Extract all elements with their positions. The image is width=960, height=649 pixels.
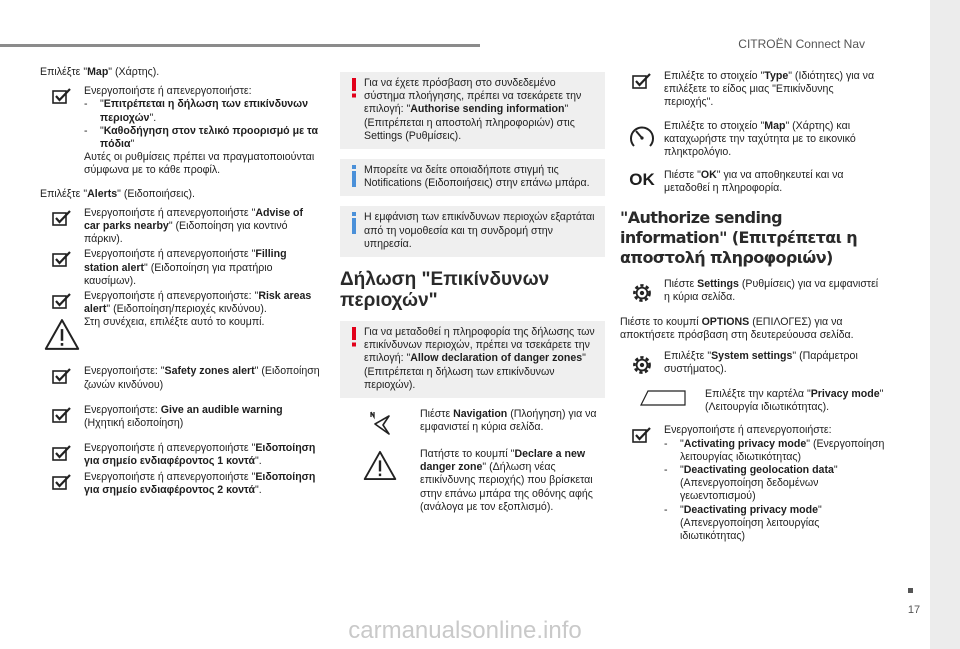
column-2 <box>340 72 605 519</box>
list-item: - "Activating privacy mode" (Ενεργοποίηση λειτουργίας ιδιωτικότητας) <box>664 437 885 463</box>
checkbox-icon <box>40 248 84 268</box>
alert-filling-row: Ενεργοποιήστε ή απενεργοποιήστε "Filling station alert" (Ειδοποίηση για πρατήριο καυσίμων). <box>40 248 320 288</box>
list-item: - "Επιτρέπεται η δήλωση των επικίνδυνων περιοχών". <box>84 98 308 124</box>
section-title-authorize: "Authorize sending information" (Επιτρέπεται η αποστολή πληροφοριών) <box>620 207 858 267</box>
watermark: carmanualsonline.info <box>348 617 582 644</box>
map-intro: Επιλέξτε "Map" (Χάρτης). <box>40 66 160 78</box>
safety-row: Ενεργοποιήστε: "Safety zones alert" (Ειδοποίηση ζωνών κινδύνου) <box>40 365 320 391</box>
system-settings-row: Επιλέξτε "System settings" (Παράμετροι συστήματος). <box>620 350 885 378</box>
checkbox-icon <box>40 442 84 462</box>
checkbox-icon <box>40 471 84 491</box>
page-marker <box>908 588 913 593</box>
options-text: Πιέστε το κουμπί OPTIONS (ΕΠΙΛΟΓΕΣ) για να αποκτήσετε πρόσβαση στη δευτερεύουσα σελίδα. <box>620 315 854 341</box>
alert-parks-row: Ενεργοποιήστε ή απενεργοποιήστε "Advise of car parks nearby" (Ειδοποίηση για κοντινό πάρκιν). <box>40 207 320 247</box>
page-number: 17 <box>907 604 921 616</box>
checkbox-icon <box>620 424 664 444</box>
note-legislation: Η εμφάνιση των επικίνδυνων περιοχών εξαρτάται από τη νομοθεσία και τη συνδρομή στην υπηρεσία. <box>340 206 605 257</box>
tab-icon <box>620 388 705 406</box>
warning-icon <box>40 316 84 351</box>
navigation-icon <box>340 408 420 436</box>
ok-label: OK <box>629 170 655 190</box>
top-rule <box>0 44 480 47</box>
declare-row: Πατήστε το κουμπί "Declare a new danger zone" (Δήλωση νέας επικίνδυνης περιοχής) που βρίσκεται στην επάνω μπάρα της οθόνης αφής (ανάλογα με τον εξοπλισμό). <box>340 448 605 514</box>
checkbox-icon <box>620 70 664 90</box>
privacy-list-row: Ενεργοποιήστε ή απενεργοποιήστε: - "Activating privacy mode" (Ενεργοποίηση λειτουργίας ιδιωτικότητας) - "Deactivating geolocation data" (Απενεργοποίηση δεδομένων γεωεντοπισμού) - "Deactivating privacy mode" (Απενεργοποίηση λειτουργίας ιδιωτικότητας) <box>620 424 885 543</box>
poi2-row: Ενεργοποιήστε ή απενεργοποιήστε "Ειδοποίηση για σημείο ενδιαφέροντος 2 κοντά". <box>40 471 320 497</box>
gear-icon <box>620 350 664 378</box>
exclamation-icon <box>344 326 364 392</box>
map-settings-row: Ενεργοποιήστε ή απενεργοποιήστε: - "Επιτρέπεται η δήλωση των επικίνδυνων περιοχών". - "Καθοδήγηση στον τελικό προορισμό με τα πόδια" Αυτές οι ρυθμίσεις πρέπει να πραγματοποιούνται σύμφωνα με το κάθε προφίλ. <box>40 85 320 177</box>
exclamation-icon <box>344 77 364 143</box>
alerts-intro: Επιλέξτε "Alerts" (Ειδοποιήσεις). <box>40 187 195 200</box>
list-item: - "Deactivating privacy mode" (Απενεργοποίηση λειτουργίας ιδιωτικότητας) <box>664 503 822 543</box>
navigation-row: Πιέστε Navigation (Πλοήγηση) για να εμφανιστεί η κύρια σελίδα. <box>340 408 605 436</box>
side-band <box>930 0 960 649</box>
column-1 <box>40 66 320 502</box>
note-declaration: Για να μεταδοθεί η πληροφορία της δήλωσης των επικίνδυνων περιοχών, πρέπει να τσεκάρετε την επιλογή: "Allow declaration of danger zones" (Επιτρέπεται η δήλωση των επικίνδυνων περιοχών). <box>340 321 605 398</box>
checkbox-icon <box>40 404 84 424</box>
column-3 <box>620 70 885 548</box>
list-item: - "Καθοδήγηση στον τελικό προορισμό με τα πόδια" <box>84 124 318 151</box>
privacy-tab-row: Επιλέξτε την καρτέλα "Privacy mode" (Λειτουργία ιδιωτικότητας). <box>620 388 885 414</box>
ok-row: OK Πιέστε "OK" για να αποθηκευτεί και να μεταδοθεί η πληροφορία. <box>620 169 885 195</box>
type-row: Επιλέξτε το στοιχείο "Type" (Ιδιότητες) για να επιλέξετε το είδος μιας "Επικίνδυνης περιοχής". <box>620 70 885 110</box>
info-icon <box>344 211 364 251</box>
note-authorise: Για να έχετε πρόσβαση στο συνδεδεμένο σύστημα πλοήγησης, πρέπει να τσεκάρετε την επιλογή: "Authorise sending information" (Επιτρέπεται η αποστολή πληροφοριών) στις Settings (Ρυθμίσεις). <box>340 72 605 149</box>
section-title-danger-zones: Δήλωση "Επικίνδυνων περιοχών" <box>340 269 550 312</box>
checkbox-icon <box>40 365 84 385</box>
speedometer-icon <box>620 120 664 152</box>
settings-row: Πιέστε Settings (Ρυθμίσεις) για να εμφανιστεί η κύρια σελίδα. <box>620 278 885 306</box>
list-item: - "Deactivating geolocation data" (Απενεργοποίηση δεδομένων γεωεντοπισμού) <box>664 464 838 503</box>
speed-row: Επιλέξτε το στοιχείο "Map" (Χάρτης) και καταχωρήστε την ταχύτητα με το εικονικό πληκτρολόγιο. <box>620 120 885 160</box>
warning-row: Στη συνέχεια, επιλέξτε αυτό το κουμπί. <box>40 316 320 351</box>
alert-risk-row: Ενεργοποιήστε ή απενεργοποιήστε: "Risk areas alert" (Ειδοποίηση/περιοχές κινδύνου). <box>40 290 320 316</box>
checkbox-icon <box>40 290 84 310</box>
checkbox-icon <box>40 207 84 227</box>
page-header: CITROËN Connect Nav <box>738 37 865 51</box>
note-notifications: Μπορείτε να δείτε οποιαδήποτε στιγμή τις Notifications (Ειδοποιήσεις) στην επάνω μπάρα. <box>340 159 605 196</box>
info-icon <box>344 164 364 190</box>
gear-icon <box>620 278 664 306</box>
checkbox-icon <box>40 85 84 105</box>
poi1-row: Ενεργοποιήστε ή απενεργοποιήστε "Ειδοποίηση για σημείο ενδιαφέροντος 1 κοντά". <box>40 442 320 468</box>
audible-row: Ενεργοποιήστε: Give an audible warning (Ηχητική ειδοποίηση) <box>40 404 320 430</box>
warning-icon <box>340 448 420 481</box>
